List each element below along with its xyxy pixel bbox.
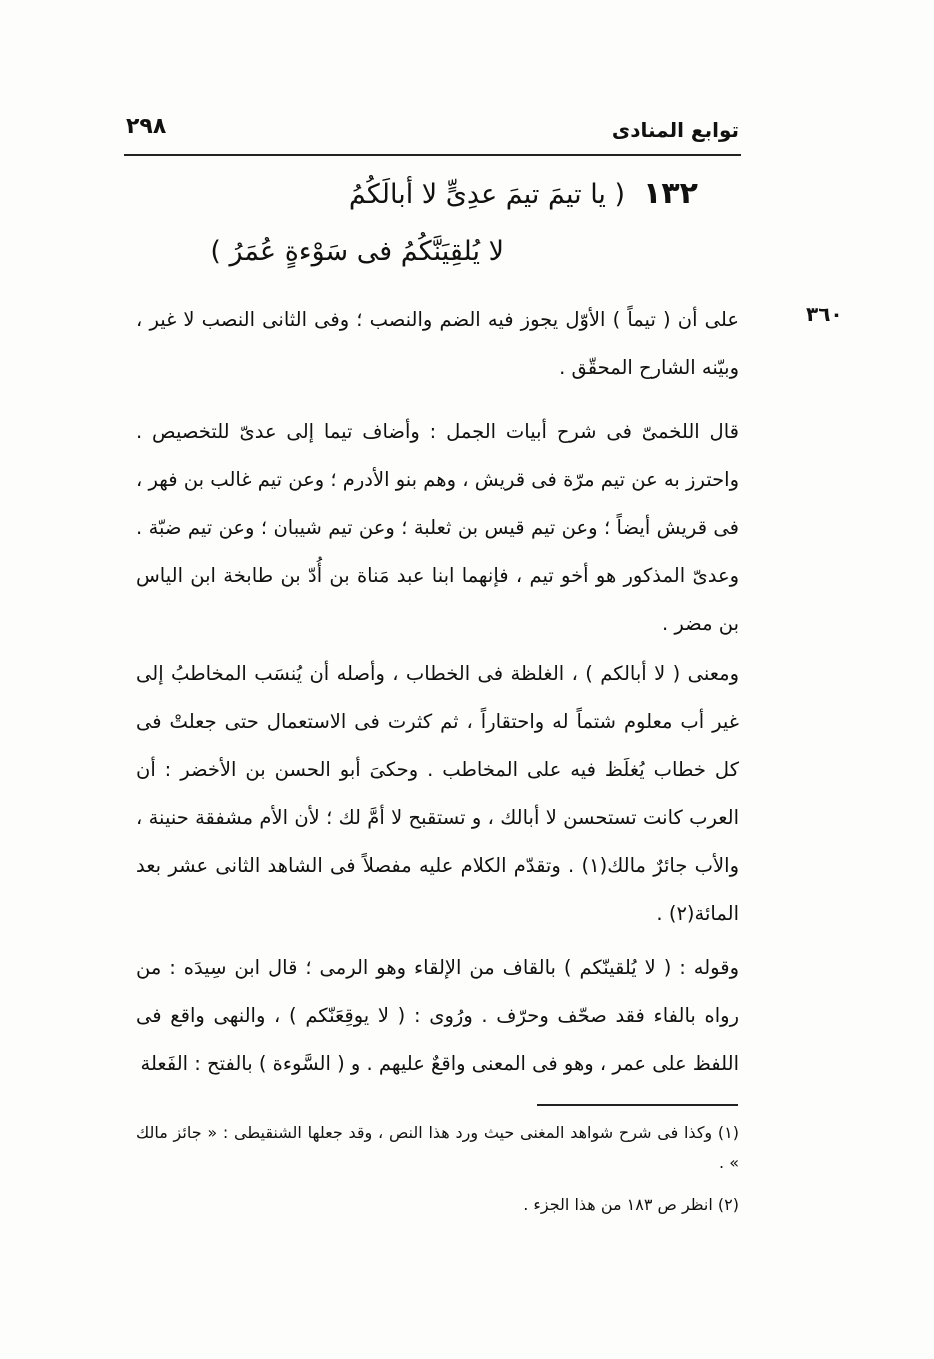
paragraph-4: وقوله : ( لا يُلقينّكم ) بالقاف من الإلقاء وهو الرمى ؛ قال ابن سِيدَه : من رواه بالفاء فقد صحّف وحرّف . ورُوى : ( لا يوقِعَنّكم ) ، والنهى واقع فى اللفظ على عمر ، وهو فى المعنى واقعٌ عليهم . و ( السَّوءة ) بالفتح : الفَعلة xyxy=(136,956,739,1075)
verse-line-1 xyxy=(349,176,698,211)
header-divider xyxy=(124,154,741,156)
footnote-divider xyxy=(537,1104,738,1106)
paragraph-3: ومعنى ( لا أبالكم ) ، الغلظة فى الخطاب ، وأصله أن يُنسَب المخاطبُ إلى غير أب معلوم شتماً له واحتقاراً ، ثم كثرت فى الاستعمال حتى جعلتْ فى كل خطاب يُغلَظ فيه على المخاطب . وحكىَ أبو الحسن بن الأخضر : أن العرب كانت تستحسن لا أبالك ، و تستقبح لا أمَّ لك ؛ لأن الأم مشفقة حنينة ، والأب جائرٌ مالك(١) . وتقدّم الكلام عليه مفصلاً فى الشاهد الثانى عشر بعد المائة(٢) . xyxy=(136,662,739,925)
margin-number: ٣٦٠ xyxy=(806,302,843,326)
verse-number: ١٣٢ xyxy=(643,176,698,211)
paragraph-2: قال اللخمىّ فى شرح أبيات الجمل : وأضاف تيما إلى عدىّ للتخصيص . واحترز به عن تيم مرّة فى قريش ، وهم بنو الأدرم ؛ وعن تيم غالب بن فهر ، فى قريش أيضاً ؛ وعن تيم قيس بن ثعلبة ؛ وعن تيم شيبان ؛ وعن تيم ضبّة . وعدىّ المذكور هو أخو تيم ، فإنهما ابنا عبد مَناة بن أُدّ بن طابخة ابن الياس بن مضر . xyxy=(136,420,739,635)
page-header xyxy=(126,112,739,152)
verse-text-2: لا يُلقِيَنَّكُمُ فى سَوْءةٍ عُمَرُ ) xyxy=(210,236,504,267)
footnote-2: (٢) انظر ص ١٨٣ من هذا الجزء . xyxy=(523,1195,739,1214)
paragraph-1: على أن ( تيماً ) الأوّل يجوز فيه الضم والنصب ؛ وفى الثانى النصب لا غير ، وبيّنه الشارح المحقّق . xyxy=(136,308,739,379)
page-number: ٢٩٨ xyxy=(126,114,167,139)
verse-line-2 xyxy=(210,236,504,267)
footnote-1: (١) وكذا فى شرح شواهد المغنى حيث ورد هذا النص ، وقد جعلها الشنقيطى : « جائز مالك » . xyxy=(136,1123,739,1172)
running-title: توابع المنادى xyxy=(611,118,739,142)
verse-text-1: ( يا تيمَ تيمَ عدِىٍّ لا أبالَكُمُ xyxy=(348,179,626,210)
